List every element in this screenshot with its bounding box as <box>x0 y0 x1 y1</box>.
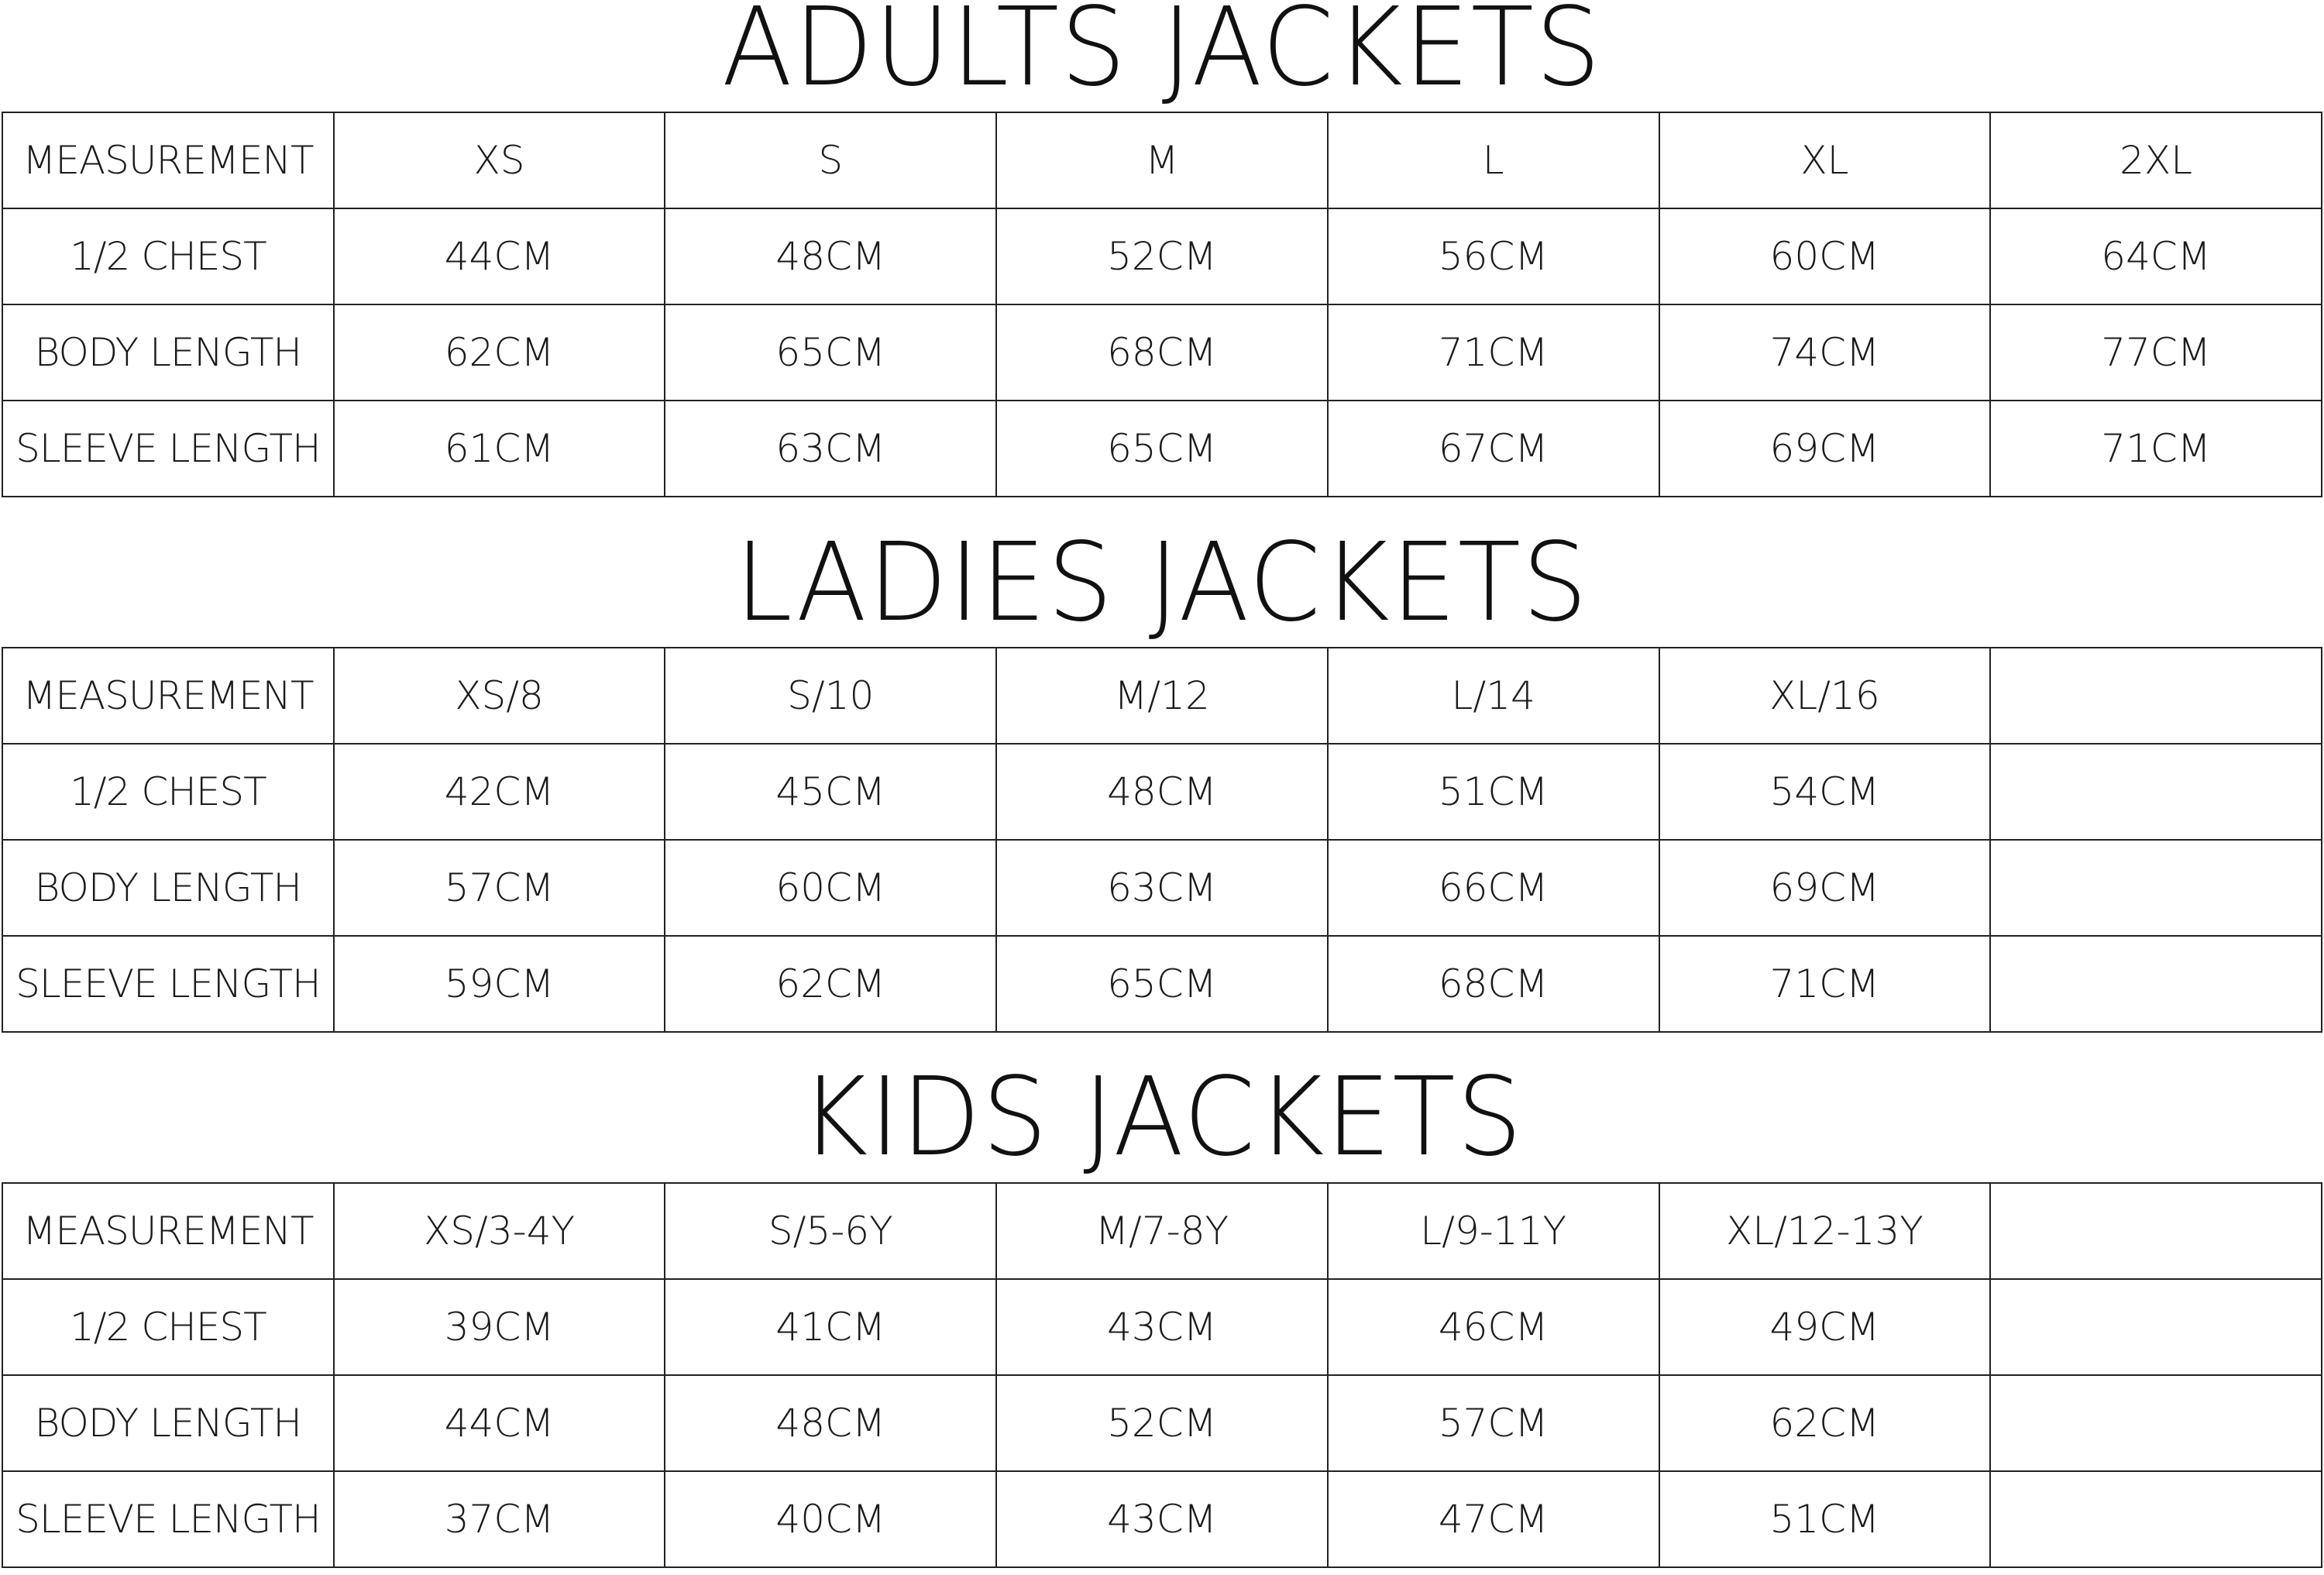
table-cell: 62CM <box>334 304 665 401</box>
table-cell: 57CM <box>1328 1375 1659 1471</box>
table-cell: 63CM <box>996 840 1328 936</box>
table-cell: 65CM <box>665 304 996 401</box>
size-header: L/9-11Y <box>1328 1183 1659 1279</box>
table-cell: 77CM <box>1990 304 2322 401</box>
size-header: XS <box>334 112 665 208</box>
table-row <box>2 401 2322 497</box>
table-row <box>2 936 2322 1032</box>
size-header: M/7-8Y <box>996 1183 1328 1279</box>
size-header: S <box>665 112 996 208</box>
row-label: MEASUREMENT <box>2 112 334 208</box>
table-cell: 56CM <box>1328 208 1659 304</box>
row-label: 1/2 CHEST <box>2 208 334 304</box>
size-header: 2XL <box>1990 112 2322 208</box>
size-header: L <box>1328 112 1659 208</box>
table-cell: 71CM <box>1659 936 1991 1032</box>
row-label: BODY LENGTH <box>2 840 334 936</box>
table-cell: 71CM <box>1990 401 2322 497</box>
size-header: S/10 <box>665 648 996 744</box>
kids-size-table <box>2 1182 2322 1568</box>
size-header: M/12 <box>996 648 1328 744</box>
table-cell: 47CM <box>1328 1471 1659 1567</box>
table-row <box>2 112 2322 208</box>
empty-cell <box>1990 648 2322 744</box>
table-cell: 48CM <box>996 744 1328 840</box>
size-header: L/14 <box>1328 648 1659 744</box>
table-cell: 57CM <box>334 840 665 936</box>
table-cell: 46CM <box>1328 1279 1659 1375</box>
table-row <box>2 1279 2322 1375</box>
adults-size-table <box>2 112 2322 497</box>
kids-jackets-title: KIDS JACKETS <box>800 1054 1524 1181</box>
ladies-jackets-title: LADIES JACKETS <box>734 520 1590 646</box>
size-header: XS/8 <box>334 648 665 744</box>
empty-cell <box>1990 744 2322 840</box>
table-row <box>2 840 2322 936</box>
table-cell: 52CM <box>996 1375 1328 1471</box>
table-cell: 42CM <box>334 744 665 840</box>
row-label: SLEEVE LENGTH <box>2 401 334 497</box>
empty-cell <box>1990 1279 2322 1375</box>
table-cell: 52CM <box>996 208 1328 304</box>
table-cell: 69CM <box>1659 401 1991 497</box>
table-cell: 60CM <box>665 840 996 936</box>
row-label: SLEEVE LENGTH <box>2 936 334 1032</box>
table-cell: 66CM <box>1328 840 1659 936</box>
ladies-size-table <box>2 647 2322 1033</box>
table-cell: 48CM <box>665 208 996 304</box>
table-cell: 62CM <box>665 936 996 1032</box>
table-cell: 49CM <box>1659 1279 1991 1375</box>
table-row <box>2 1471 2322 1567</box>
table-cell: 59CM <box>334 936 665 1032</box>
table-cell: 65CM <box>996 936 1328 1032</box>
table-row <box>2 208 2322 304</box>
table-cell: 39CM <box>334 1279 665 1375</box>
table-cell: 54CM <box>1659 744 1991 840</box>
empty-cell <box>1990 1183 2322 1279</box>
size-header: XL/16 <box>1659 648 1991 744</box>
table-cell: 74CM <box>1659 304 1991 401</box>
row-label: SLEEVE LENGTH <box>2 1471 334 1567</box>
table-cell: 43CM <box>996 1471 1328 1567</box>
empty-cell <box>1990 1471 2322 1567</box>
table-cell: 67CM <box>1328 401 1659 497</box>
empty-cell <box>1990 1375 2322 1471</box>
size-header: XL <box>1659 112 1991 208</box>
empty-cell <box>1990 840 2322 936</box>
row-label: MEASUREMENT <box>2 1183 334 1279</box>
table-cell: 71CM <box>1328 304 1659 401</box>
table-cell: 44CM <box>334 208 665 304</box>
table-cell: 43CM <box>996 1279 1328 1375</box>
table-cell: 68CM <box>996 304 1328 401</box>
table-cell: 61CM <box>334 401 665 497</box>
table-cell: 41CM <box>665 1279 996 1375</box>
table-cell: 44CM <box>334 1375 665 1471</box>
table-row <box>2 648 2322 744</box>
table-cell: 48CM <box>665 1375 996 1471</box>
adults-jackets-title: ADULTS JACKETS <box>721 0 1603 111</box>
row-label: BODY LENGTH <box>2 1375 334 1471</box>
table-row <box>2 1375 2322 1471</box>
table-row <box>2 304 2322 401</box>
table-cell: 45CM <box>665 744 996 840</box>
table-cell: 60CM <box>1659 208 1991 304</box>
size-header: S/5-6Y <box>665 1183 996 1279</box>
size-header: XL/12-13Y <box>1659 1183 1991 1279</box>
table-cell: 63CM <box>665 401 996 497</box>
table-cell: 64CM <box>1990 208 2322 304</box>
empty-cell <box>1990 936 2322 1032</box>
table-cell: 40CM <box>665 1471 996 1567</box>
table-cell: 68CM <box>1328 936 1659 1032</box>
size-header: M <box>996 112 1328 208</box>
table-cell: 69CM <box>1659 840 1991 936</box>
row-label: MEASUREMENT <box>2 648 334 744</box>
table-row <box>2 1183 2322 1279</box>
row-label: 1/2 CHEST <box>2 1279 334 1375</box>
row-label: BODY LENGTH <box>2 304 334 401</box>
size-header: XS/3-4Y <box>334 1183 665 1279</box>
table-row <box>2 744 2322 840</box>
table-cell: 51CM <box>1659 1471 1991 1567</box>
table-cell: 51CM <box>1328 744 1659 840</box>
table-cell: 65CM <box>996 401 1328 497</box>
table-cell: 37CM <box>334 1471 665 1567</box>
table-cell: 62CM <box>1659 1375 1991 1471</box>
row-label: 1/2 CHEST <box>2 744 334 840</box>
